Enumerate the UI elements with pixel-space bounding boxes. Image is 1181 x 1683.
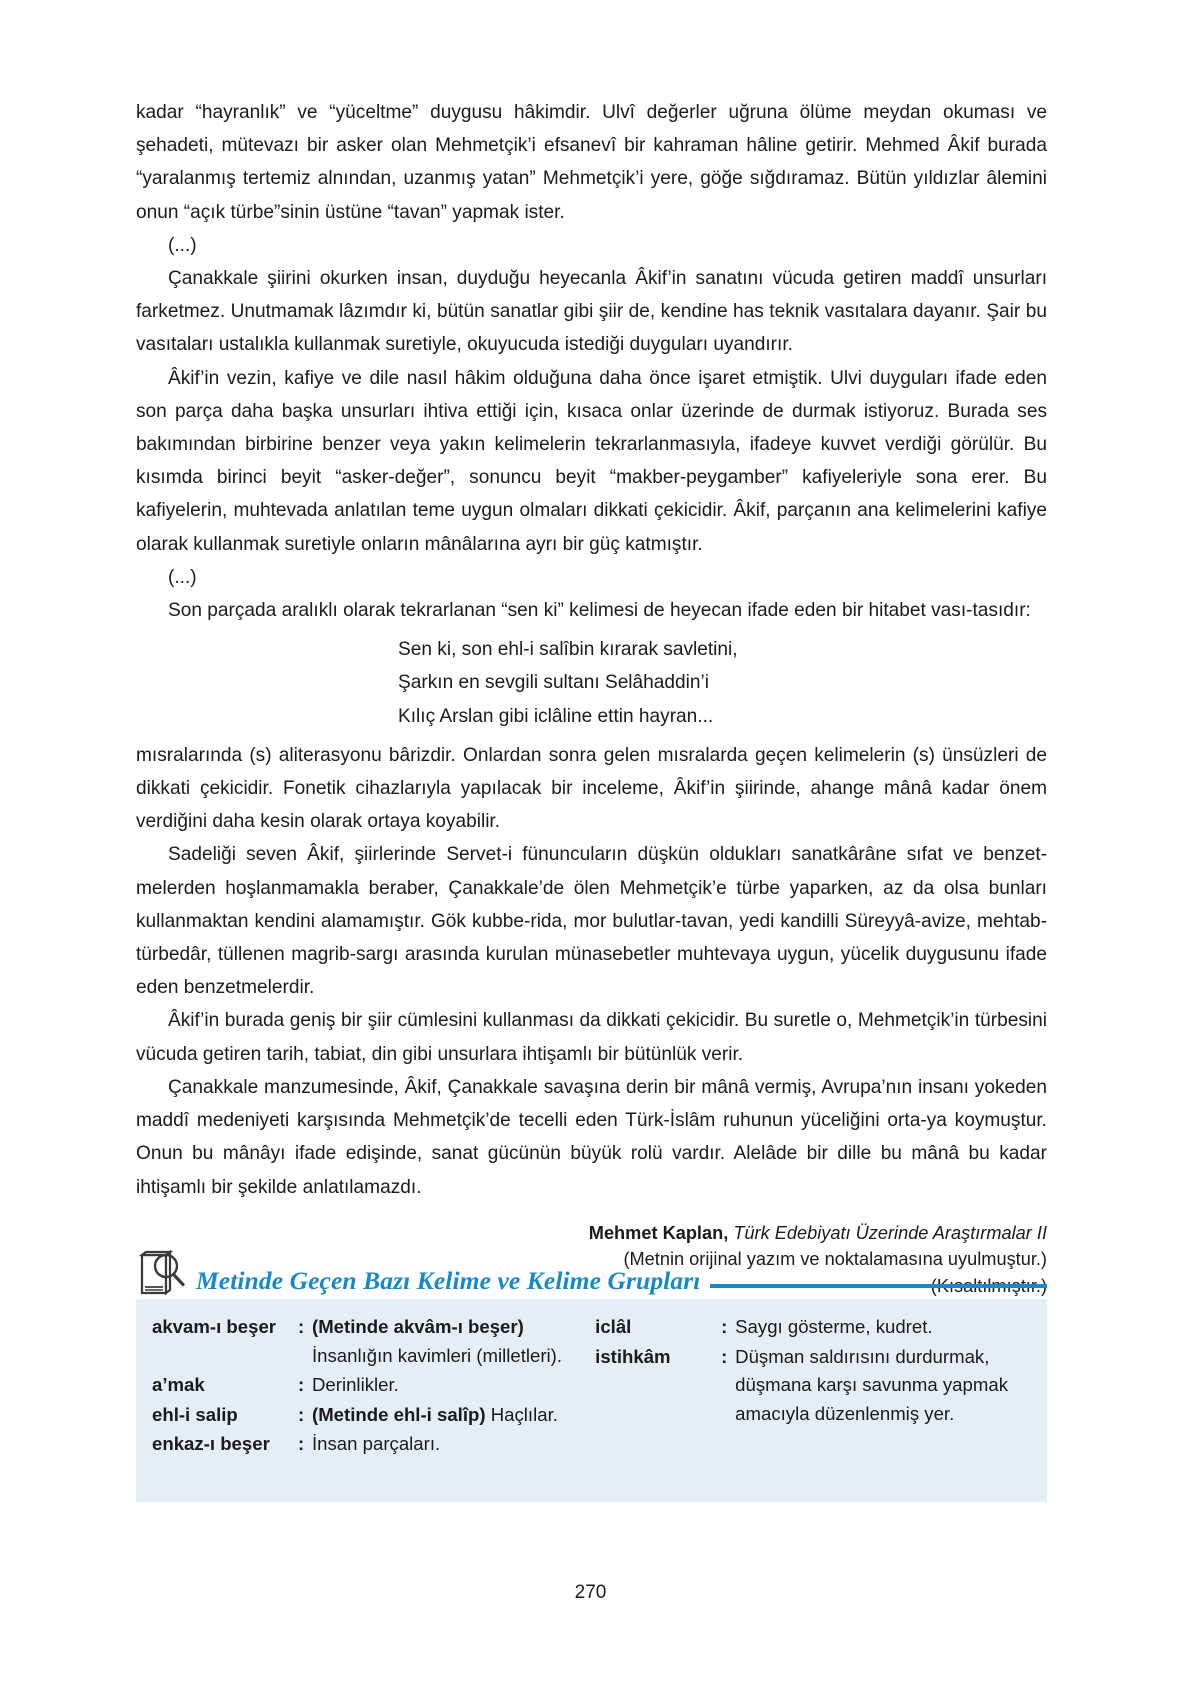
paragraph-6: Sadeliği seven Âkif, şiirlerinde Servet-i fünuncuların düşkün oldukları sanatkârâne sıfat ve benzet-melerden hoşlanmamakla beraber, Çanakkale’de ölen Mehmetçik’e türbe yaparken, az da olsa bunları kullanmaktan kendini alamamıştır. Gök kubbe-rida, mor bulutlar-tavan, yedi kandilli Süreyyâ-avize, mehtab-türbedâr, tüllenen magrib-sargı arasında kurulan münasebetler muhtevaya uygun, yücelik duygusunu ifade eden benzetmelerdir.	[136, 844, 1047, 999]
vocabulary-definition	[312, 1371, 571, 1400]
vocabulary-definition-rest: Saygı gösterme, kudret.	[735, 1316, 933, 1337]
poem-line-2: Şarkın en sevgili sultanı Selâhaddin’i	[398, 672, 709, 694]
vocabulary-title-rule	[710, 1284, 1047, 1288]
vocabulary-column-left	[152, 1313, 581, 1460]
vocabulary-definition	[735, 1313, 1031, 1342]
vocabulary-definition-rest: Derinlikler.	[312, 1374, 399, 1395]
vocabulary-term: a’mak	[152, 1374, 205, 1395]
vocabulary-term: enkaz-ı beşer	[152, 1433, 270, 1454]
poem-line-3: Kılıç Arslan gibi iclâline ettin hayran...	[398, 705, 714, 727]
attribution-work-title: Türk Edebiyatı Üzerinde Araştırmalar II	[733, 1222, 1047, 1243]
vocabulary-definition-rest: Haçlılar.	[485, 1403, 558, 1425]
page-content	[136, 96, 1047, 1299]
vocabulary-title: Metinde Geçen Bazı Kelime ve Kelime Grupları	[196, 1266, 701, 1295]
paragraph-4: Son parçada aralıklı olarak tekrarlanan “sen ki” kelimesi de heyecan ifade eden bir hitabet vası-tasıdır:	[168, 600, 1031, 622]
vocabulary-definition-highlight: (Metinde akvâm-ı beşer)	[312, 1316, 524, 1337]
vocabulary-colon: :	[298, 1316, 305, 1337]
paragraph-7: Âkif’in burada geniş bir şiir cümlesini kullanması da dikkati çekicidir. Bu suretle o, Mehmetçik’in türbesini vücuda getiren tarih, tabiat, din gibi unsurlara ihtişamlı bir bütünlük verir.	[136, 1010, 1047, 1065]
paragraph-5: mısralarında (s) aliterasyonu bârizdir. Onlardan sonra gelen mısralarda geçen kelimelerin (s) ünsüzleri de dikkati çekicidir. Fonetik cihazlarıyla yapılacak bir inceleme, Âkif’in şiirinde, ahange mânâ kadar önem verdiğini daha kesin olarak ortaya koyabilir.	[136, 744, 1047, 833]
vocabulary-entry	[595, 1313, 1031, 1342]
page-number: 270	[574, 1582, 607, 1603]
poem-line-1: Sen ki, son ehl-i salîbin kırarak savletini,	[398, 639, 738, 661]
vocabulary-entry	[595, 1343, 1031, 1429]
attribution-author: Mehmet Kaplan,	[588, 1222, 729, 1243]
vocabulary-definition	[312, 1401, 571, 1430]
vocabulary-colon: :	[721, 1316, 728, 1337]
vocabulary-definition	[735, 1343, 1031, 1429]
vocabulary-header	[136, 1241, 1047, 1299]
paragraph-2: Çanakkale şiirini okurken insan, duyduğu heyecanla Âkif’in sanatını vücuda getiren maddî unsurları farketmez. Unutmamak lâzımdır ki, bütün sanatlar gibi şiir de, kendine has teknik vasıtalara dayanır. Şair bu vasıtaları ustalıkla kullanmak suretiyle, okuyucuda istediği duyguları uyandırır.	[136, 268, 1047, 356]
vocabulary-section	[136, 1241, 1047, 1502]
vocabulary-colon: :	[721, 1345, 728, 1367]
vocabulary-definition-rest: İnsan parçaları.	[312, 1433, 441, 1454]
vocabulary-definition	[312, 1313, 571, 1370]
ellipsis-marker-1: (...)	[168, 234, 197, 256]
vocabulary-entry	[152, 1371, 571, 1400]
vocabulary-entry	[152, 1401, 571, 1430]
paragraph-3: Âkif’in vezin, kafiye ve dile nasıl hâkim olduğuna daha önce işaret etmiştik. Ulvi duyguları ifade eden son parça daha başka unsurları ihtiva ettiği için, kısaca onlar üzerinde de durmak istiyoruz. Burada ses bakımından birbirine benzer veya yakın kelimelerin tekrarlanmasıyla, ifadeye kuvvet verdiği görülür. Bu kısımda birinci beyit “asker-değer”, sonuncu beyit “makber-peygamber” kafiyeleriyle sona erer. Bu kafiyelerin, muhtevada anlatılan teme uygun olmaları dikkati çekicidir. Âkif, parçanın ana kelimelerini kafiye olarak kullanmak suretiyle onların mânâlarına ayrı bir güç katmıştır.	[136, 367, 1047, 555]
vocabulary-definition-rest: İnsanlığın kavimleri (milletleri).	[312, 1344, 563, 1366]
vocabulary-definition	[312, 1430, 571, 1459]
vocabulary-colon: :	[298, 1433, 305, 1454]
vocabulary-table	[136, 1299, 1047, 1502]
attribution-note-1: (Metnin orijinal yazım ve noktalamasına uyulmuştur.)	[623, 1249, 1047, 1270]
vocabulary-column-right	[581, 1313, 1031, 1460]
vocabulary-term: akvam-ı beşer	[152, 1316, 277, 1337]
ellipsis-marker-2: (...)	[168, 566, 197, 588]
vocabulary-entry	[152, 1313, 571, 1370]
vocabulary-definition-highlight: (Metinde ehl-i salîp)	[312, 1403, 486, 1425]
vocabulary-entry	[152, 1430, 571, 1459]
vocabulary-colon: :	[298, 1374, 305, 1395]
vocabulary-term: iclâl	[595, 1316, 632, 1337]
paragraph-8: Çanakkale manzumesinde, Âkif, Çanakkale savaşına derin bir mânâ vermiş, Avrupa’nın insanı yokeden maddî medeniyeti karşısında Mehmetçik’de tecelli eden Türk-İslâm ruhunun yüceliğini orta-ya koymuştur. Onun bu mânâyı ifade edişinde, sanat gücünün büyük rolü vardır. Alelâde bir dille bu mânâ bu kadar ihtişamlı bir şekilde anlatılamazdı.	[136, 1076, 1047, 1198]
poem-excerpt	[136, 633, 1047, 733]
vocabulary-definition-rest: Düşman saldırısını durdurmak, düşmana karşı savunma yapmak amacıyla düzenlenmiş yer.	[735, 1345, 1008, 1424]
book-magnifier-icon	[136, 1249, 188, 1301]
vocabulary-term: istihkâm	[595, 1345, 671, 1367]
paragraph-1: kadar “hayranlık” ve “yüceltme” duygusu hâkimdir. Ulvî değerler uğruna ölüme meydan okuması ve şehadeti, mütevazı bir asker olan Mehmetçik’i efsanevî bir kahraman hâline getirir. Mehmed Âkif burada “yaralanmış tertemiz alnından, uzanmış yatan” Mehmetçik’i yere, göğe sığdıramaz. Bütün yıldızlar âlemini onun “açık türbe”sinin üstüne “tavan” yapmak ister.	[136, 102, 1047, 223]
vocabulary-colon: :	[298, 1403, 305, 1425]
vocabulary-term: ehl-i salip	[152, 1403, 238, 1425]
